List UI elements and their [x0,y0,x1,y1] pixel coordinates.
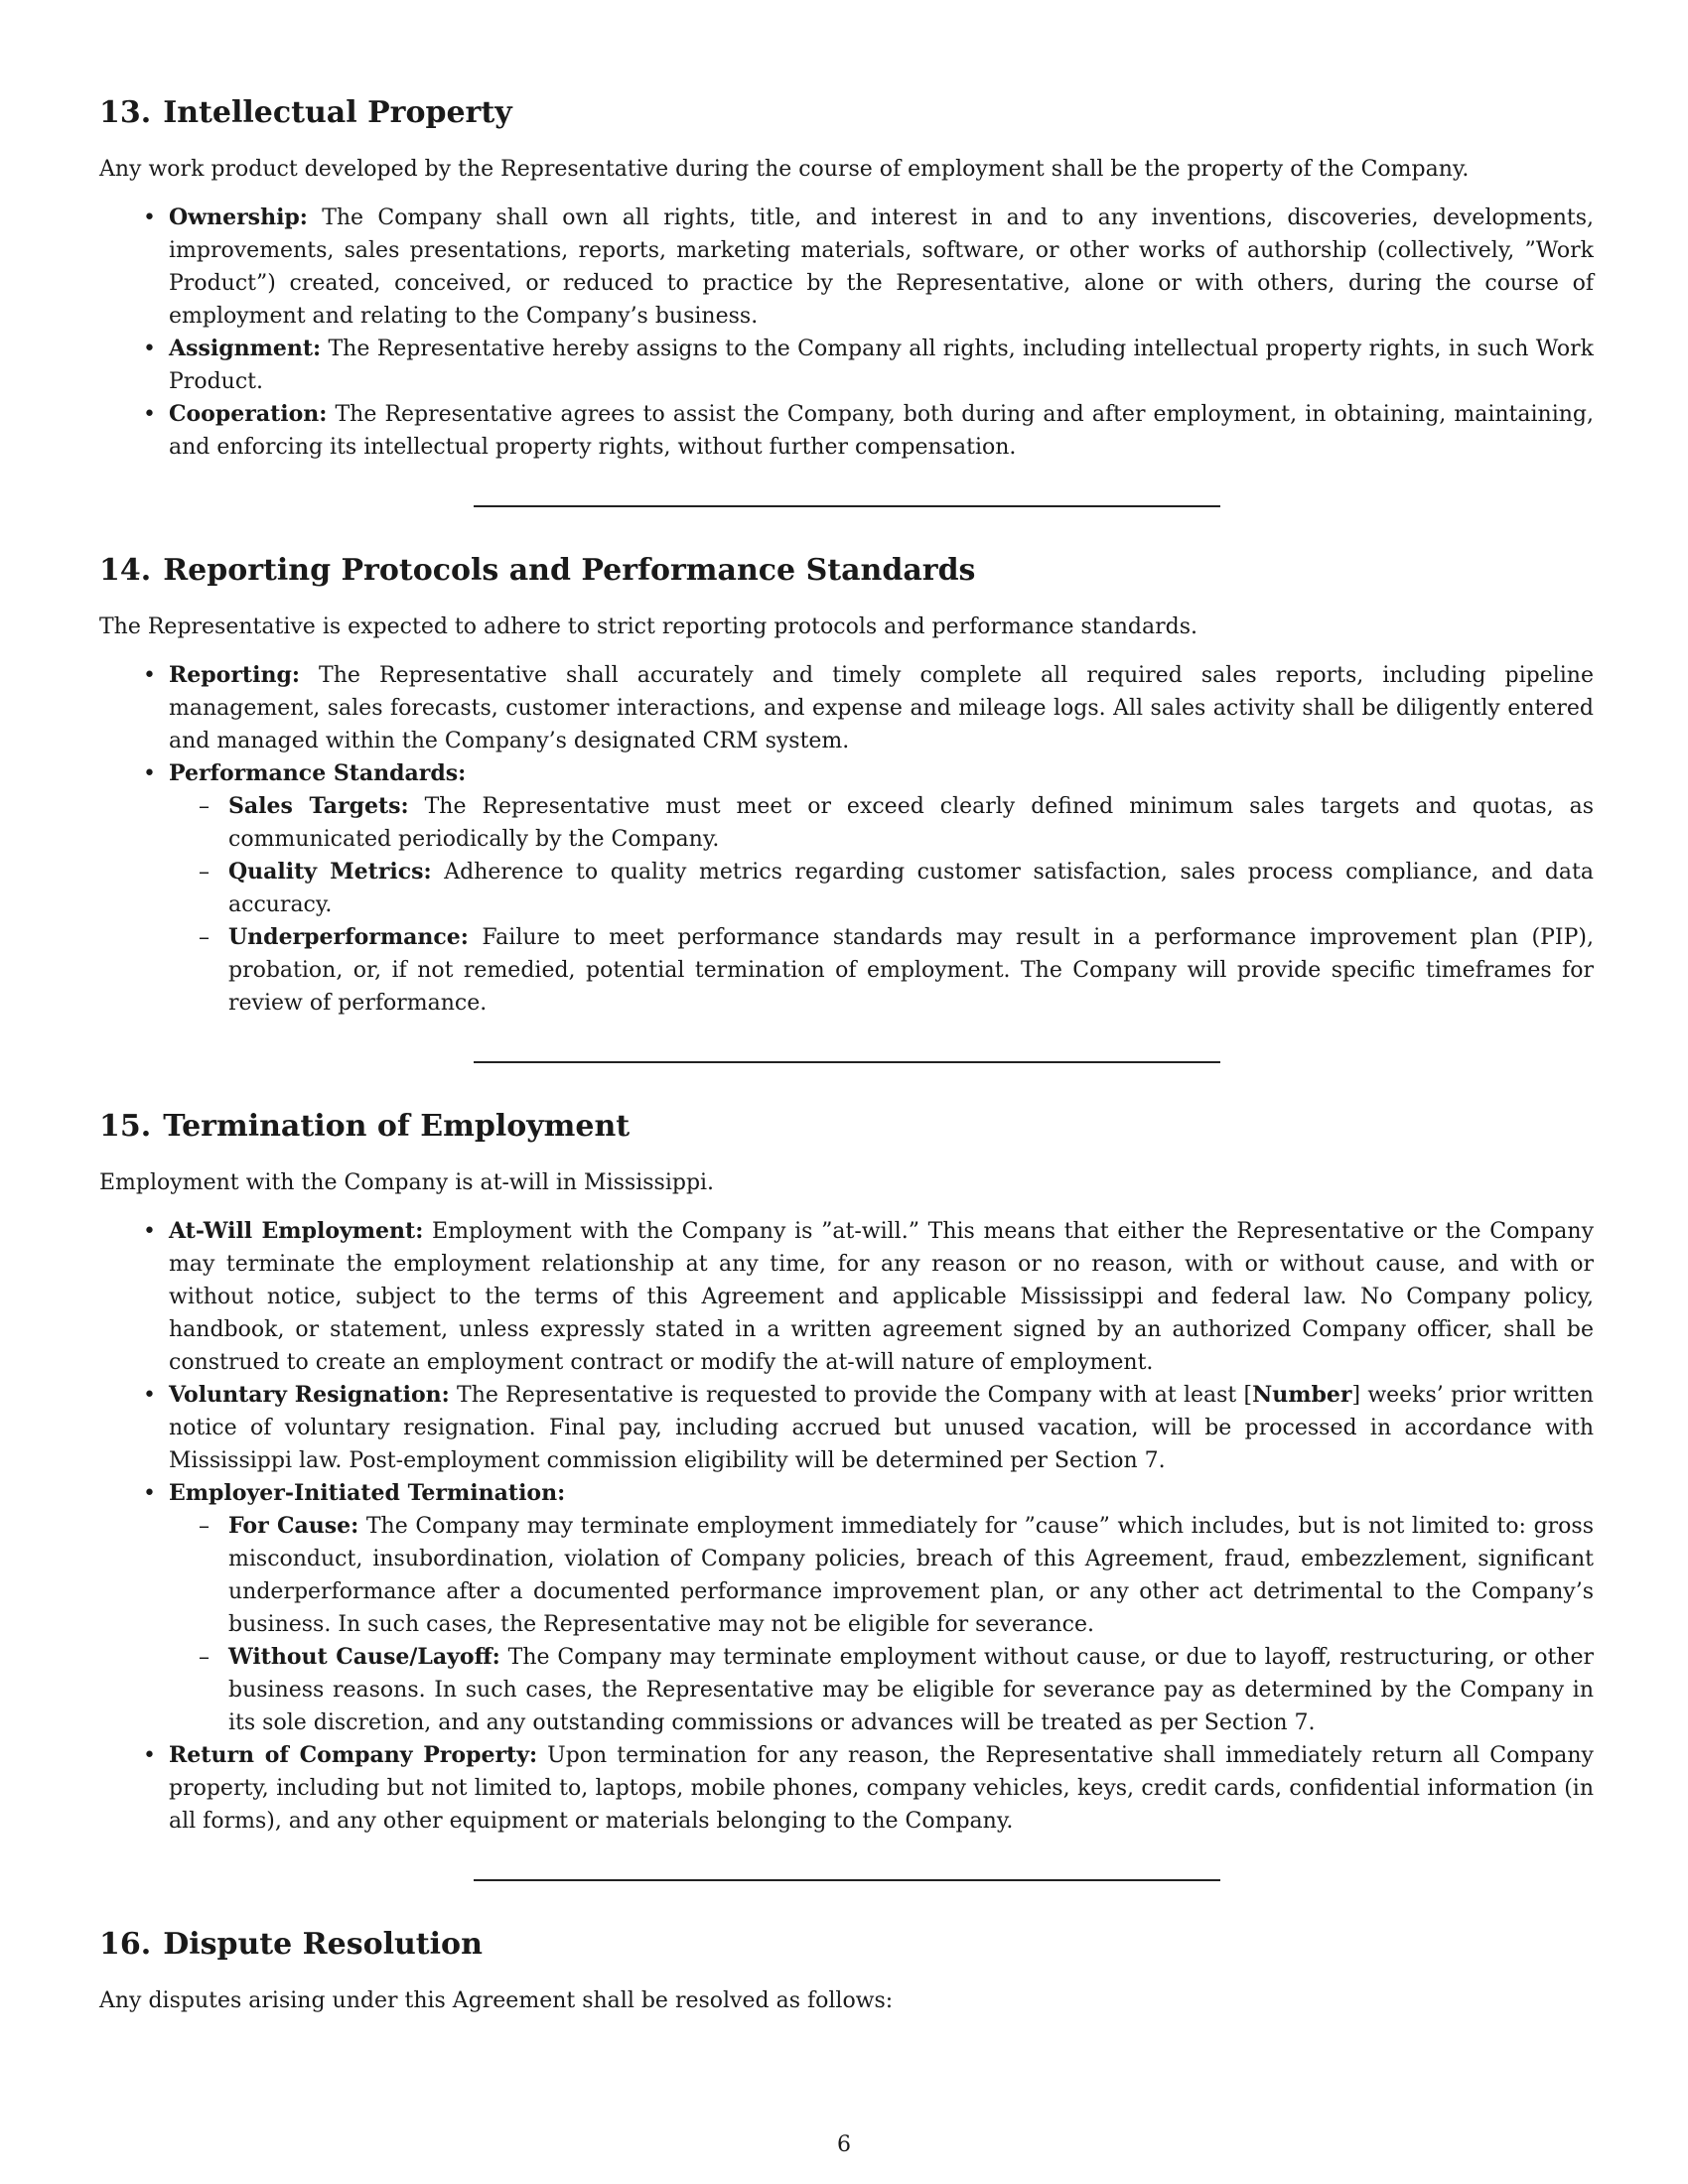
item-text: ] weeks’ prior written notice of voluntary resignation. Final pay, including accrued but unused vacation, will be processed in accordance with Mississippi law. Post-employment commission eligibility will be determined per Section 7. [169,1383,1594,1473]
item-label: Cooperation: [169,401,328,427]
item-text: Employment with the Company is ”at-will.” This means that either the Representative or the Company may terminate the employment relationship at any time, for any reason or no reason, with or without cause, and with or without notice, subject to the terms of this Agreement and applicable Mississippi and federal law. No Company policy, handbook, or statement, unless expressly stated in a written agreement signed by an authorized Company officer, shall be construed to create an employment contract or modify the at-will nature of employment. [169,1219,1594,1375]
section-title: Reporting Protocols and Performance Standards [163,553,976,588]
item-text: The Company shall own all rights, title, and interest in and to any inventions, discoveries, developments, improvements, sales presentations, reports, marketing materials, software, or other works of authorship (collectively, ”Work Product”) created, conceived, or reduced to practice by the Representative, alone or with others, during the course of employment and relating to the Company’s business. [169,205,1594,329]
section-divider [474,505,1220,507]
item-text: Upon termination for any reason, the Representative shall immediately return all Company property, including but not limited to, laptops, mobile phones, company vehicles, keys, credit cards, confidential information (in all forms), and any other equipment or materials belonging to the Company. [169,1743,1594,1834]
bullet-list [99,202,1594,464]
item-label: Underperformance: [228,924,469,950]
section-number: 13. [99,95,152,130]
item-label: Without Cause/Layoff: [228,1644,500,1670]
section-reporting-protocols [99,549,1594,1020]
item-label: At-Will Employment: [169,1218,424,1244]
section-title: Dispute Resolution [163,1927,483,1962]
section-heading [99,91,1594,135]
sub-list [169,790,1594,1020]
section-heading [99,1923,1594,1967]
section-heading [99,549,1594,593]
item-text: The Representative is requested to provide the Company with at least [ [449,1383,1253,1408]
item-label: For Cause: [228,1513,359,1539]
list-item-reporting [169,659,1594,757]
item-text: Adherence to quality metrics regarding customer satisfaction, sales process compliance, and data accuracy. [228,860,1594,917]
item-text: The Company may terminate employment without cause, or due to layoff, restructuring, or other business reasons. In such cases, the Representative may be eligible for severance pay as determined by the Company in its sole discretion, and any outstanding commissions or advances will be treated as per Section 7. [228,1645,1594,1735]
sub-item-underperformance [228,921,1594,1020]
number-placeholder: Number [1252,1382,1352,1408]
document-page [99,91,1594,2033]
list-item-ownership [169,202,1594,333]
item-label: Sales Targets: [228,793,409,819]
section-heading [99,1105,1594,1149]
item-label: Employer-Initiated Termination: [169,1480,566,1506]
item-label: Ownership: [169,205,308,230]
item-label: Performance Standards: [169,760,467,786]
sub-item-without-cause [228,1641,1594,1739]
list-item-assignment [169,333,1594,398]
section-intro: Employment with the Company is at-will in Mississippi. [99,1170,715,1195]
list-item-voluntary-resignation [169,1379,1594,1477]
item-label: Quality Metrics: [228,859,432,885]
bullet-list [99,659,1594,1020]
section-termination [99,1105,1594,1838]
list-item-return-property [169,1739,1594,1838]
list-item-at-will [169,1215,1594,1379]
section-intro: Any work product developed by the Representative during the course of employment shall be the property of the Company. [99,157,1470,182]
sub-item-quality-metrics [228,856,1594,921]
list-item-performance-standards [169,757,1594,1020]
bullet-list [99,1215,1594,1838]
section-intellectual-property [99,91,1594,464]
sub-item-sales-targets [228,790,1594,856]
item-label: Return of Company Property: [169,1742,538,1768]
section-intro: The Representative is expected to adhere to strict reporting protocols and performance standards. [99,614,1198,639]
item-text: The Representative must meet or exceed clearly defined minimum sales targets and quotas, as communicated periodically by the Company. [228,794,1594,852]
item-label: Assignment: [169,336,322,361]
list-item-employer-initiated [169,1477,1594,1739]
section-number: 16. [99,1927,152,1962]
item-label: Voluntary Resignation: [169,1382,450,1408]
section-dispute-resolution [99,1923,1594,2017]
section-divider [474,1879,1220,1881]
item-text: Failure to meet performance standards may result in a performance improvement plan (PIP), probation, or, if not remedied, potential termination of employment. The Company will provide specific timeframes for review of performance. [228,925,1594,1016]
page-number: 6 [837,2132,851,2157]
section-number: 15. [99,1109,152,1144]
item-text: The Representative hereby assigns to the Company all rights, including intellectual property rights, in such Work Product. [169,337,1594,394]
section-number: 14. [99,553,152,588]
sub-item-for-cause [228,1510,1594,1641]
list-item-cooperation [169,398,1594,464]
section-title: Termination of Employment [163,1109,631,1144]
section-intro: Any disputes arising under this Agreement shall be resolved as follows: [99,1988,894,2013]
section-divider [474,1061,1220,1063]
item-text: The Company may terminate employment immediately for ”cause” which includes, but is not limited to: gross misconduct, insubordination, violation of Company policies, breach of this Agreement, fraud, embezzlement, significant underperformance after a documented performance improvement plan, or any other act detrimental to the Company’s business. In such cases, the Representative may not be eligible for severance. [228,1514,1594,1637]
sub-list [169,1510,1594,1739]
item-text: The Representative agrees to assist the Company, both during and after employment, in obtaining, maintaining, and enforcing its intellectual property rights, without further compensation. [169,402,1594,460]
section-title: Intellectual Property [163,95,512,130]
item-text: The Representative shall accurately and timely complete all required sales reports, including pipeline management, sales forecasts, customer interactions, and expense and mileage logs. All sales activity shall be diligently entered and managed within the Company’s designated CRM system. [169,663,1594,753]
item-label: Reporting: [169,662,300,688]
